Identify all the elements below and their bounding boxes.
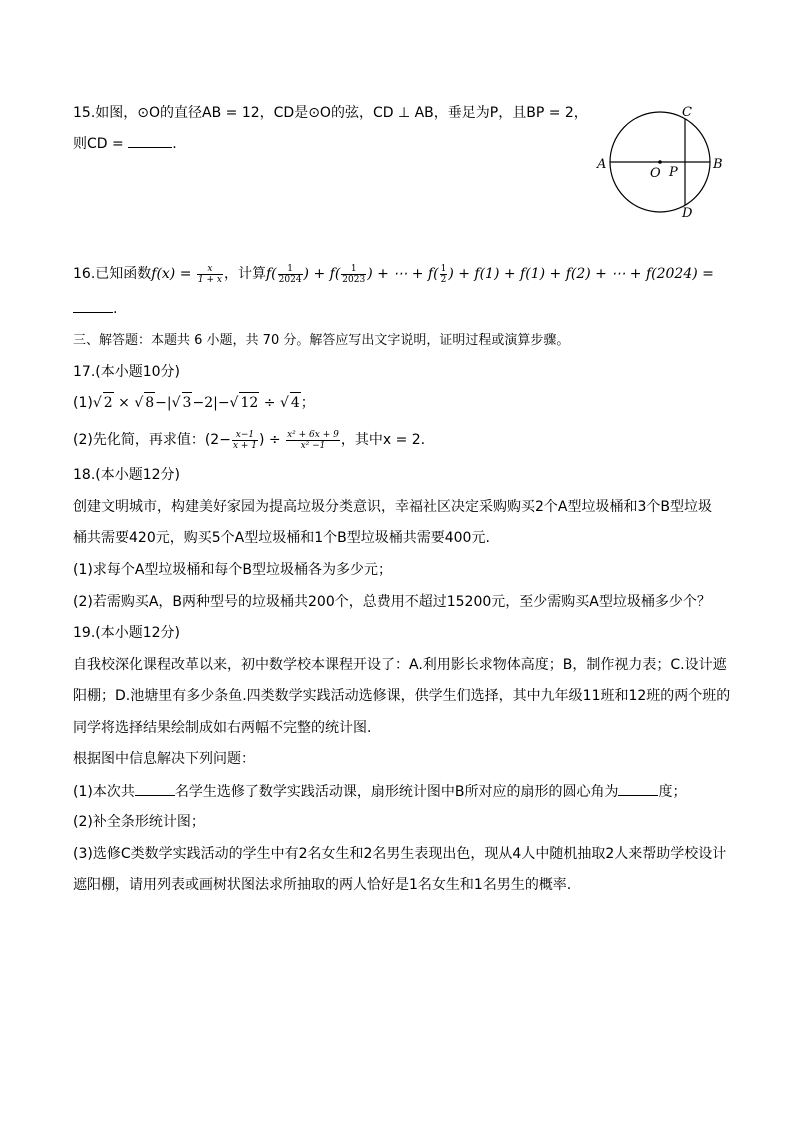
q19-p1-b: 名学生选修了数学实践活动课，扇形统计图中B所对应的扇形的圆心角为 bbox=[174, 784, 619, 800]
q16-frac-den: 1 + x bbox=[197, 274, 222, 285]
q17-sqrt2: 2 bbox=[103, 392, 114, 413]
q17-sqrt12: 12 bbox=[239, 392, 259, 413]
label-o: O bbox=[650, 166, 661, 181]
q16-f1-frac bbox=[278, 264, 303, 285]
q19-line4: 根据图中信息解决下列问题： bbox=[73, 751, 255, 767]
q16-fx: f(x) = bbox=[151, 266, 196, 282]
q17-p1-prefix: (1) bbox=[73, 395, 93, 411]
label-a: A bbox=[597, 157, 607, 172]
q19-part2: (2)补全条形统计图； bbox=[73, 814, 205, 830]
q17-sqrt3: 3 bbox=[182, 392, 193, 413]
label-b: B bbox=[713, 157, 723, 172]
label-d: D bbox=[682, 206, 693, 221]
q16-prefix: 16.已知函数 bbox=[73, 266, 152, 282]
q16-frac-num: x bbox=[197, 264, 223, 275]
label-p: P bbox=[669, 165, 678, 180]
q18-part2: (2)若需购买A，B两种型号的垃圾桶共200个，总费用不超过15200元，至少需购买A型垃圾桶多少个？ bbox=[73, 594, 711, 610]
q16-f1-num: 1 bbox=[278, 264, 303, 275]
q16-compute: ，计算 bbox=[223, 266, 266, 282]
q16-line2 bbox=[73, 298, 117, 319]
q18-line2: 桶共需要420元，购买5个A型垃圾桶和1个B型垃圾桶共需要400元. bbox=[73, 530, 490, 546]
q16-f3-frac bbox=[440, 264, 448, 285]
q19-part1 bbox=[73, 781, 686, 802]
q15-line1: 15.如图，⊙O的直径AB = 12，CD是⊙O的弦，CD ⊥ AB，垂足为P，且BP = 2， bbox=[73, 105, 588, 121]
section3-heading: 三、解答题：本题共 6 小题，共 70 分。解答应写出文字说明，证明过程或演算步骤。 bbox=[73, 333, 570, 348]
q18-title: 18.(本小题12分) bbox=[73, 467, 181, 483]
q15-line2 bbox=[73, 133, 177, 154]
q16-answer-blank[interactable] bbox=[73, 298, 113, 313]
q18-part1: (1)求每个A型垃圾桶和每个B型垃圾桶各为多少元； bbox=[73, 562, 393, 578]
q16-mid: ) + ⋯ + f( bbox=[367, 266, 439, 282]
q16-line1 bbox=[73, 262, 714, 286]
q19-p1-a: (1)本次共 bbox=[73, 784, 135, 800]
q17-sqrt4: 4 bbox=[290, 392, 301, 413]
circle-figure bbox=[592, 102, 728, 226]
q16-f1-open: f( bbox=[265, 266, 277, 282]
q19-student-count-blank[interactable] bbox=[135, 781, 175, 796]
q16-f1-den: 2024 bbox=[278, 274, 302, 285]
q17-part1: (1)√ 2 × √ 8−|√ 3−2|−√ 12 ÷ √ 4； bbox=[73, 392, 315, 413]
q16-line2-suffix: . bbox=[113, 301, 118, 317]
q19-p1-c: 度； bbox=[658, 784, 687, 800]
q17-p2-prefix: (2)先化简，再求值：(2− bbox=[73, 432, 231, 448]
q17-p2-frac2 bbox=[286, 430, 340, 451]
q19-line1: 自我校深化课程改革以来，初中数学校本课程开设了：A.利用影长求物体高度；B，制作视力表；C.设计遮 bbox=[73, 657, 727, 673]
q16-mid-text: + ⋯ + f( bbox=[372, 266, 439, 282]
q17-p2-frac1 bbox=[232, 430, 258, 451]
q19-line3: 同学将选择结果绘制成如右两幅不完整的统计图. bbox=[73, 720, 372, 736]
q17-part2 bbox=[73, 428, 425, 452]
q16-f2-num: 1 bbox=[341, 264, 366, 275]
q17-title: 17.(本小题10分) bbox=[73, 364, 181, 380]
q16-frac bbox=[197, 264, 223, 285]
q16-f2-open: ) + f( bbox=[303, 266, 341, 282]
q17-p2-f1-den: x + 1 bbox=[232, 440, 258, 451]
q16-f3-num: 1 bbox=[440, 263, 447, 274]
q19-part3-line1: (3)选修C类数学实践活动的学生中有2名女生和2名男生表现出色，现从4人中随机抽取2人来帮助学校设计 bbox=[73, 846, 727, 862]
center-point bbox=[658, 160, 662, 164]
q17-sqrt8: 8 bbox=[144, 392, 155, 413]
q19-line2: 阳棚；D.池塘里有多少条鱼.四类数学实践活动选修课，供学生们选择，其中九年级11班和12班的两个班的 bbox=[73, 688, 731, 704]
q15-line2-suffix: . bbox=[172, 136, 177, 152]
q19-angle-blank[interactable] bbox=[618, 781, 658, 796]
label-c: C bbox=[682, 105, 692, 120]
q17-p2-f2-den: x² −1 bbox=[300, 440, 326, 451]
q16-f2-den: 2023 bbox=[342, 274, 366, 285]
q18-line1: 创建文明城市，构建美好家园为提高垃圾分类意识，幸福社区决定采购购买2个A型垃圾桶和3个B型垃圾 bbox=[73, 499, 712, 515]
q17-p2-div: ) ÷ bbox=[259, 432, 286, 448]
q17-p2-f2-num: x² + 6x + 9 bbox=[287, 429, 339, 440]
circle-diagram bbox=[592, 102, 728, 222]
q16-f2-frac bbox=[341, 264, 366, 285]
q19-part3-line2: 遮阳棚，请用列表或画树状图法求所抽取的两人恰好是1名女生和1名男生的概率. bbox=[73, 877, 572, 893]
q16-tail: ) + f(1) + f(1) + f(2) + ⋯ + f(2024) = bbox=[448, 266, 714, 282]
q16-f3-den: 2 bbox=[440, 274, 447, 285]
q19-title: 19.(本小题12分) bbox=[73, 625, 181, 641]
q17-p2-f1-num: x−1 bbox=[232, 430, 258, 441]
q15-answer-blank[interactable] bbox=[128, 133, 172, 148]
q17-p2-suffix: ，其中x = 2. bbox=[340, 432, 426, 448]
q15-line2-prefix: 则CD = bbox=[73, 136, 129, 152]
